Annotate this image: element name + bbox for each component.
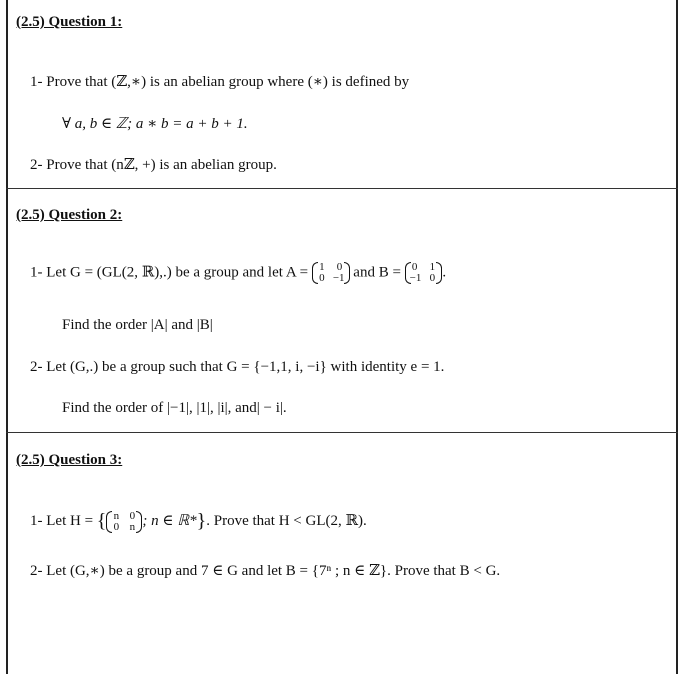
question-3-heading: (2.5) Question 3:: [16, 452, 123, 468]
matrix-h-cell: 0: [113, 520, 120, 533]
matrix-b: [405, 262, 443, 284]
question-2-item-1: [30, 262, 446, 284]
matrix-a-cell: 0: [336, 261, 343, 273]
question-3-item-1: [30, 510, 367, 533]
question-2-item-1-end: .: [442, 264, 447, 281]
divider-2: [6, 432, 678, 433]
matrix-h-cell: n: [113, 509, 120, 522]
matrix-a-cell: −1: [332, 272, 345, 284]
matrix-b-cell: 0: [411, 261, 418, 273]
question-2-heading: (2.5) Question 2:: [16, 207, 123, 223]
question-3-item-2: 2- Let (G,∗) be a group and 7 ∈ G and let B = {7ⁿ ; n ∈ ℤ}. Prove that B < G.: [30, 563, 501, 579]
question-3-item-1-prefix: 1- Let H =: [30, 512, 94, 529]
question-2-item-1-prefix: 1- Let G = (GL(2, ℝ),.) be a group and let A =: [30, 264, 309, 281]
question-1-heading: (2.5) Question 1:: [16, 14, 123, 30]
set-open-brace: {: [96, 510, 107, 532]
matrix-b-cell: −1: [409, 272, 422, 284]
question-2-item-2-task: Find the order of |−1|, |1|, |i|, and| − i|.: [62, 400, 287, 416]
matrix-b-cell: 1: [429, 261, 436, 273]
question-2-item-2: 2- Let (G,.) be a group such that G = {−1,1, i, −i} with identity e = 1.: [30, 359, 445, 375]
set-close-brace: }: [196, 510, 207, 532]
question-3-item-1-suffix: . Prove that H < GL(2, ℝ).: [206, 512, 367, 529]
question-1-formula: ∀ a, b ∈ ℤ; a ∗ b = a + b + 1.: [62, 116, 248, 132]
question-2-item-1-and: and B =: [353, 264, 401, 281]
question-1-item-1: 1- Prove that (ℤ,∗) is an abelian group where (∗) is defined by: [30, 74, 410, 90]
set-condition: ; n ∈ ℝ*: [142, 512, 197, 529]
matrix-h: [106, 511, 142, 533]
matrix-a-cell: 0: [319, 272, 325, 284]
matrix-a: [312, 262, 350, 284]
matrix-a-cell: 1: [319, 261, 325, 273]
question-1-item-2: 2- Prove that (nℤ, +) is an abelian group.: [30, 157, 277, 173]
matrix-h-cell: n: [129, 520, 136, 533]
matrix-h-cell: 0: [129, 509, 136, 522]
divider-1: [6, 188, 678, 189]
question-2-item-1-task: Find the order |A| and |B|: [62, 317, 213, 333]
matrix-b-cell: 0: [429, 272, 436, 284]
